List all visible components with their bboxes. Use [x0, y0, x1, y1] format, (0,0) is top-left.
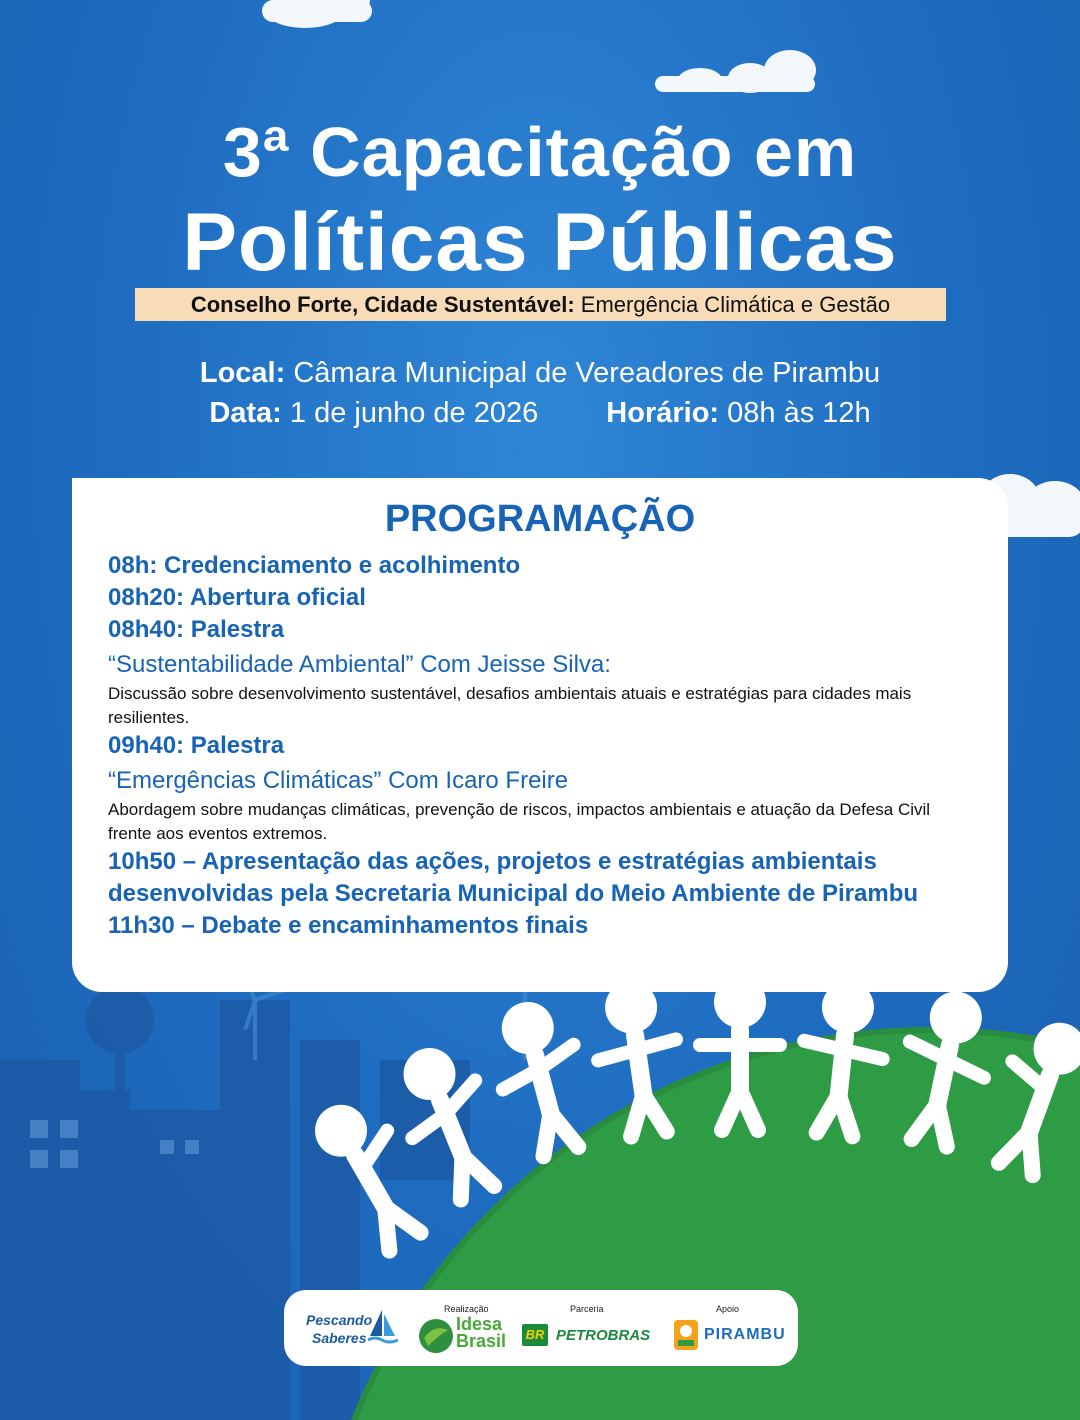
pescando-logo-line2: Saberes	[312, 1330, 367, 1346]
realizacao-label: Realização	[444, 1304, 489, 1314]
program-list	[108, 550, 978, 942]
date-label: Data:	[209, 397, 282, 429]
program-item-description: Discussão sobre desenvolvimento sustentável, desafios ambientais atuais e estratégias para cidades mais resilientes.	[108, 684, 912, 727]
program-item-talk: “Sustentabilidade Ambiental” Com Jeisse Silva:	[108, 651, 611, 678]
program-item-time: 08h40: Palestra	[108, 616, 285, 643]
local-label: Local:	[199, 357, 286, 389]
date-value: 1 de junho de 2026	[289, 397, 539, 429]
event-date-time	[0, 397, 1080, 430]
program-item-time: 11h30 – Debate e encaminhamentos finais	[108, 912, 589, 939]
pescando-logo-line1: Pescando	[306, 1312, 373, 1328]
subtitle-bold: Conselho Forte, Cidade Sustentável:	[190, 292, 575, 317]
program-item-time: 08h20: Abertura oficial	[108, 584, 366, 611]
event-location	[0, 357, 1080, 390]
petrobras-mark: BR	[525, 1327, 545, 1342]
idesa-logo-line2: Brasil	[456, 1331, 507, 1351]
pirambu-emblem-icon	[672, 1318, 700, 1354]
pescando-saberes-logo	[306, 1308, 401, 1354]
sailboat-icon	[368, 1308, 398, 1348]
idesa-logo-line1: Idesa	[456, 1314, 503, 1334]
apoio-label: Apoio	[716, 1304, 740, 1314]
program-item-time: 08h: Credenciamento e acolhimento	[108, 552, 521, 579]
cloud-icon	[655, 50, 816, 93]
time-label: Horário:	[606, 397, 720, 429]
pirambu-name: PIRAMBU	[704, 1326, 786, 1343]
title-line-2: Políticas Públicas	[182, 197, 898, 288]
time-value: 08h às 12h	[727, 397, 871, 429]
sponsor-logos	[284, 1290, 798, 1366]
title-line-1: 3ª Capacitação em	[222, 113, 858, 191]
program-item-description: Abordagem sobre mudanças climáticas, prevenção de riscos, impactos ambientais e atuação da Defesa Civil frente aos eventos extremos.	[108, 800, 931, 843]
petrobras-name: PETROBRAS	[556, 1327, 651, 1344]
program-item-talk: “Emergências Climáticas” Com Icaro Freire	[108, 767, 569, 794]
parceria-label: Parceria	[570, 1304, 604, 1314]
local-value: Câmara Municipal de Vereadores de Pirambu	[293, 357, 881, 389]
cloud-icon	[262, 0, 372, 28]
subtitle-regular: Emergência Climática e Gestão	[580, 292, 891, 317]
program-item-time: 09h40: Palestra	[108, 732, 285, 759]
petrobras-br-logo	[522, 1324, 548, 1346]
program-card	[72, 478, 1008, 992]
program-item-time: 10h50 – Apresentação das ações, projetos e estratégias ambientais desenvolvidas pela Secretaria Municipal do Meio Ambiente de Pirambu	[108, 848, 919, 907]
globe-leaf-icon	[416, 1316, 456, 1356]
subtitle-banner	[135, 288, 946, 321]
program-title: PROGRAMAÇÃO	[384, 498, 696, 540]
